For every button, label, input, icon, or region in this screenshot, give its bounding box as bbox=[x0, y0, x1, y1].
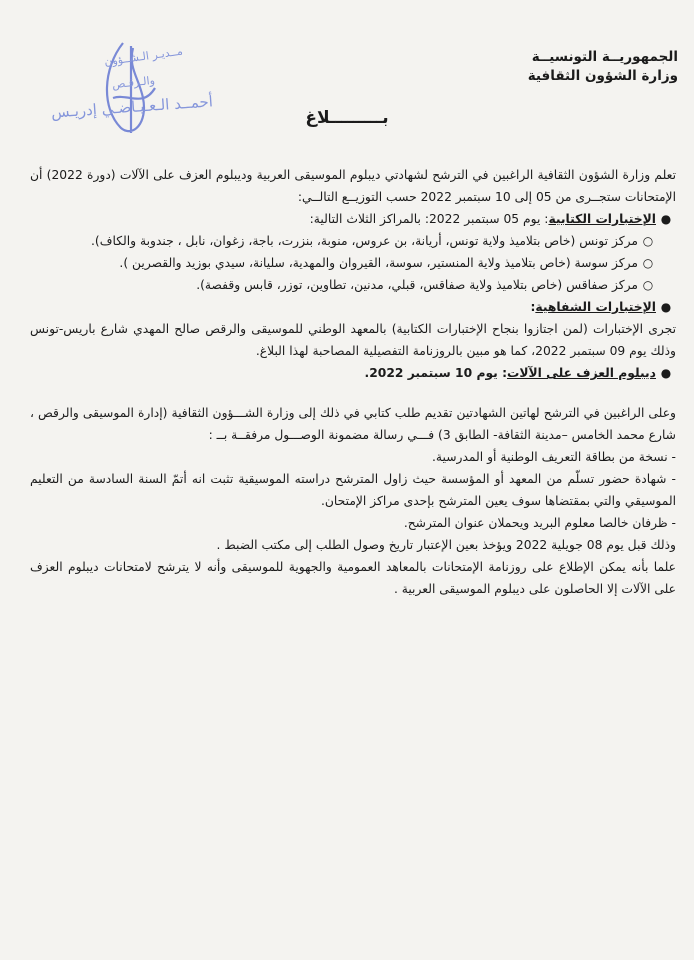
document-body bbox=[30, 164, 676, 600]
oral-exams-text: تجرى الإختبارات (لمن اجتازوا بنجاح الإختبارات الكتابية) بالمعهد الوطني للموسيقى والرقص صالح المهدي شارع باريس-تونس وذلك يوم 09 سبتمبر 2022، كما هو مبين بالروزنامة التفصيلية المصاحبة لهذا البلاغ. bbox=[30, 322, 676, 358]
republic-name: الجمهوريــة التونسيــة bbox=[531, 49, 678, 65]
instrument-diploma-text: : يوم 10 سبتمبر 2022. bbox=[364, 366, 507, 380]
center-item bbox=[30, 252, 676, 274]
instrument-diploma-section bbox=[30, 362, 676, 384]
bullet-icon: ● bbox=[660, 300, 672, 314]
written-exams-label: الإختبارات الكتابية bbox=[548, 212, 656, 226]
center-item bbox=[30, 230, 676, 252]
stamp-line-2: والـرقـص bbox=[111, 73, 156, 92]
required-document-item: - شهادة حضور تسلّم من المعهد أو المؤسسة حيث زاول المترشح دراسته الموسيقية تثبت انه أتمّ السنة السادسة من التعليم الموسيقي والتي بمقتضاها سوف يعين المترشح بإحدى مراكز الإمتحان. bbox=[30, 472, 676, 508]
center-text: مركز سوسة (خاص بتلاميذ ولاية المنستير، سوسة، القيروان والمهدية، سليانة، سيدي بوزيد والقصرين ). bbox=[119, 256, 638, 270]
intro-paragraph: تعلم وزارة الشؤون الثقافية الراغبين في الترشح لشهادتي ديبلوم الموسيقى العربية وديبلوم العزف على الآلات (دورة 2022) أن الإمتحانات ستجــرى من 05 إلى 10 سبتمبر 2022 حسب التوزيــع التالــي: bbox=[30, 168, 677, 204]
written-exams-text: : يوم 05 سبتمبر 2022: بالمراكز الثلاث التالية: bbox=[309, 212, 549, 226]
note-paragraph: علما بأنه يمكن الإطلاع على روزنامة الإمتحانات بالمعاهد العمومية والجهوية للموسيقى وأنه لا يترشح لامتحانات ديبلوم العزف على الآلات إلا الحاصلون على ديبلوم الموسيقى العربية . bbox=[30, 560, 676, 596]
center-item bbox=[30, 274, 676, 296]
written-exams-section bbox=[30, 208, 676, 230]
circle-bullet-icon: ○ bbox=[642, 256, 654, 270]
circle-bullet-icon: ○ bbox=[642, 278, 654, 292]
center-text: مركز تونس (خاص بتلاميذ ولاية تونس، أريانة، بن عروس، منوبة، بنزرت، باجة، زغوان، نابل ، جندوبة والكاف). bbox=[91, 234, 638, 248]
instrument-diploma-label: ديبلوم العزف على الآلات bbox=[507, 366, 656, 380]
document-title: بـــــــــلاغ bbox=[305, 108, 389, 128]
bullet-icon: ● bbox=[660, 366, 672, 380]
circle-bullet-icon: ○ bbox=[642, 234, 654, 248]
stamp-line-1: مــديـر الـشــؤون bbox=[103, 44, 184, 69]
center-text: مركز صفاقس (خاص بتلاميذ ولاية صفاقس، قبلي، مدنين، تطاوين، توزر، قابس وقفصة). bbox=[196, 278, 638, 292]
required-document-item: - نسخة من بطاقة التعريف الوطنية أو المدرسية. bbox=[432, 450, 676, 464]
official-stamp bbox=[38, 38, 213, 148]
required-document-item: - ظرفان خالصا معلوم البريد ويحملان عنوان المترشح. bbox=[403, 516, 676, 530]
stamp-line-3: أحمــد الـعـيـاضـي إدريـس bbox=[50, 92, 214, 122]
ministry-name: وزارة الشؤون الثقافية bbox=[527, 68, 678, 84]
oral-exams-section: ● الإختبارات الشفاهية: bbox=[30, 296, 676, 318]
deadline-paragraph: وذلك قبل يوم 08 جويلية 2022 ويؤخذ بعين الإعتبار تاريخ وصول الطلب إلى مكتب الضبط . bbox=[216, 538, 676, 552]
oral-exams-label: الإختبارات الشفاهية bbox=[535, 300, 656, 314]
document-header bbox=[458, 48, 678, 86]
application-paragraph: وعلى الراغبين في الترشح لهاتين الشهادتين تقديم طلب كتابي في ذلك إلى وزارة الشـــؤون الثقافية (إدارة الموسيقى والرقص ، شارع محمد الخامس –مدينة الثقافة- الطابق 3) فـــي رسالة مضمونة الوصـــول مرفقــة بــ : bbox=[30, 406, 676, 442]
bullet-icon: ● bbox=[660, 212, 672, 226]
